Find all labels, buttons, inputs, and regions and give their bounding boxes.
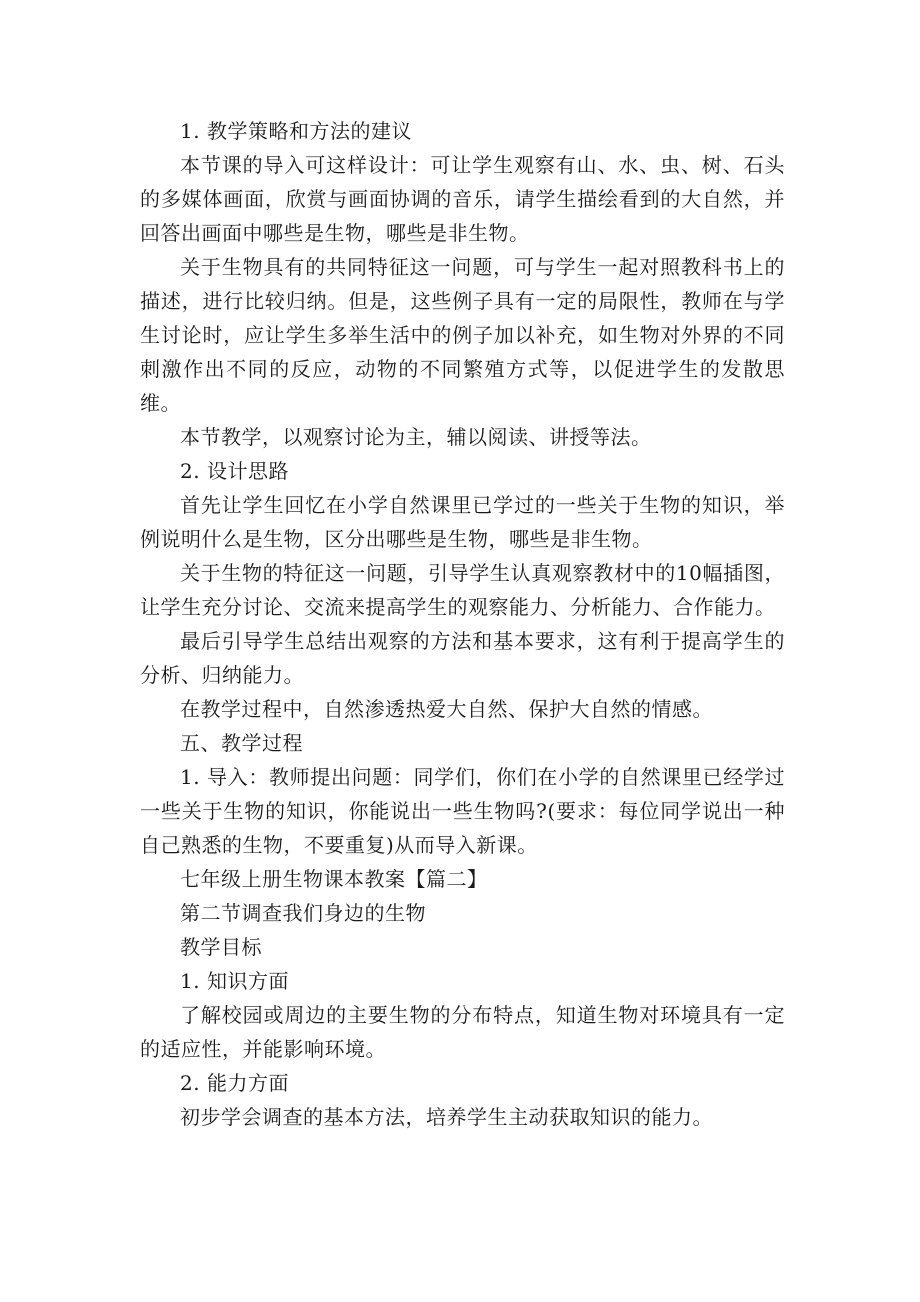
paragraph-common-features: 关于生物具有的共同特征这一问题，可与学生一起对照教科书上的描述，进行比较归纳。但是，这些例子具有一定的局限性，教师在与学生讨论时，应让学生多举生活中的例子加以补充，如生物对外界的不同刺激作出不同的反应，动物的不同繁殖方式等，以促进学生的发散思维。: [140, 255, 785, 415]
heading-section-two: 第二节调查我们身边的生物: [180, 901, 426, 925]
paragraph-lesson-intro: 本节课的导入可这样设计：可让学生观察有山、水、虫、树、石头的多媒体画面，欣赏与画面协调的音乐，请学生描绘看到的大自然，并回答出画面中哪些是生物，哪些是非生物。: [140, 153, 785, 245]
paragraph-love-nature: 在教学过程中，自然渗透热爱大自然、保护大自然的情感。: [180, 697, 713, 721]
paragraph-knowledge-aspect: 了解校园或周边的主要生物的分布特点，知道生物对环境具有一定的适应性，并能影响环境。: [140, 1003, 785, 1061]
heading-teaching-objectives: 教学目标: [180, 935, 262, 959]
section-heading-teaching-strategy: 1. 教学策略和方法的建议: [180, 119, 412, 143]
section-heading-teaching-process: 五、教学过程: [180, 731, 303, 755]
paragraph-observe-illustrations: 关于生物的特征这一问题，引导学生认真观察教材中的10幅插图，让学生充分讨论、交流来提高学生的观察能力、分析能力、合作能力。: [140, 561, 785, 619]
section-heading-design-idea: 2. 设计思路: [180, 459, 289, 483]
paragraph-summarize-method: 最后引导学生总结出观察的方法和基本要求，这有利于提高学生的分析、归纳能力。: [140, 629, 785, 687]
document-body: [140, 114, 785, 1134]
paragraph-recall-knowledge: 首先让学生回忆在小学自然课里已学过的一些关于生物的知识，举例说明什么是生物，区分出哪些是生物，哪些是非生物。: [140, 493, 785, 551]
heading-knowledge-aspect: 1. 知识方面: [180, 969, 289, 993]
paragraph-teaching-method: 本节教学，以观察讨论为主，辅以阅读、讲授等法。: [180, 425, 652, 449]
paragraph-lead-in: 1. 导入：教师提出问题：同学们，你们在小学的自然课里已经学过一些关于生物的知识，你能说出一些生物吗?(要求：每位同学说出一种自己熟悉的生物，不要重复)从而导入新课。: [140, 765, 785, 857]
heading-ability-aspect: 2. 能力方面: [180, 1071, 289, 1095]
paragraph-ability-aspect: 初步学会调查的基本方法，培养学生主动获取知识的能力。: [180, 1105, 713, 1129]
heading-lesson-plan-part-two: 七年级上册生物课本教案【篇二】: [180, 867, 488, 891]
